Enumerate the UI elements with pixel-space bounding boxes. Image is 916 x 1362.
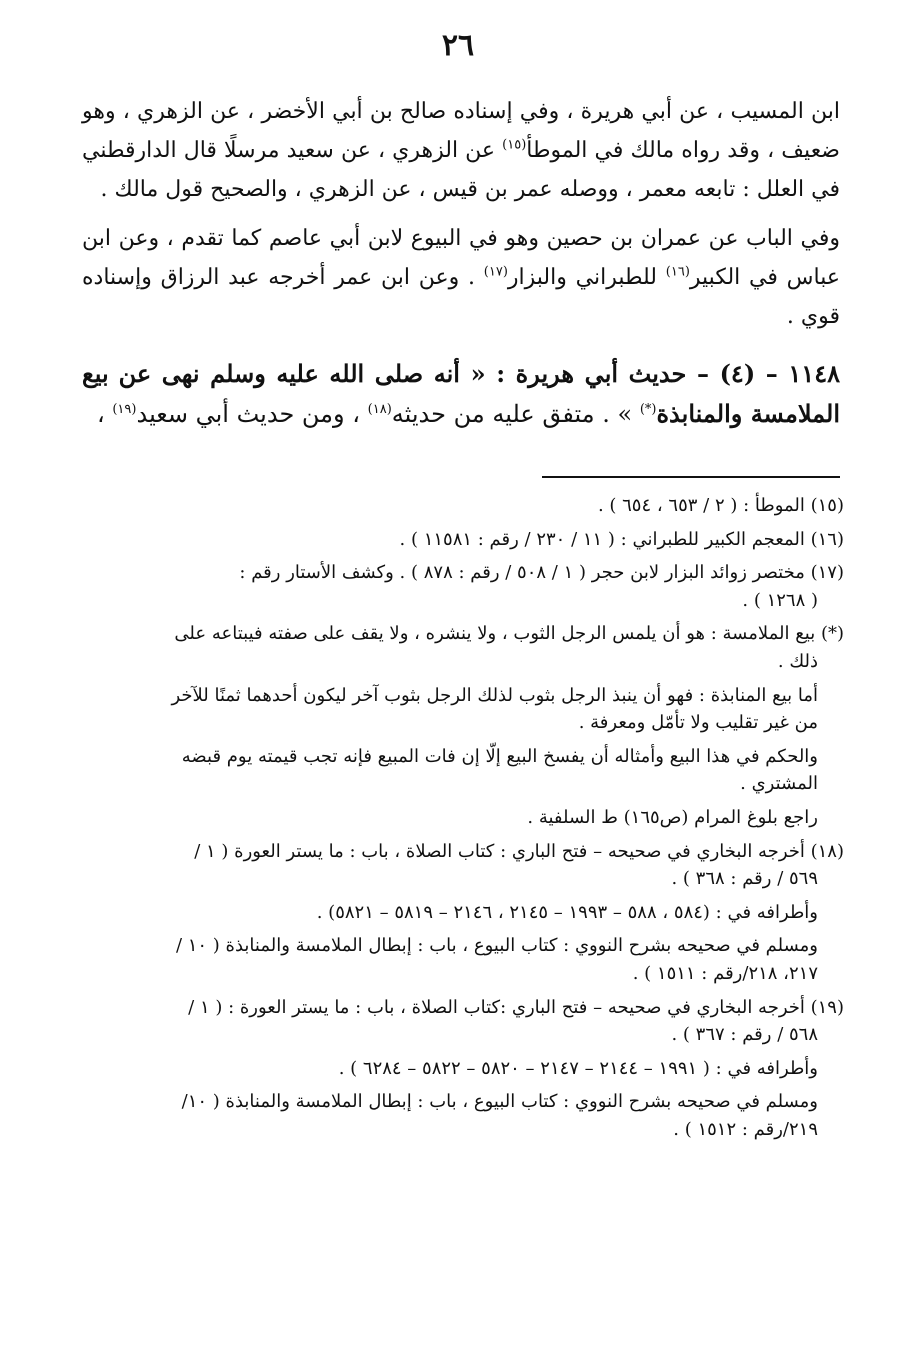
paragraph-1 — [82, 92, 840, 209]
footnote-19-part-3 — [78, 1088, 844, 1143]
hadith-entry — [82, 354, 840, 434]
footnote-separator — [542, 476, 840, 478]
fn18-3-line-1: ومسلم في صحيحه بشرح النووي : كتاب البيوع ، باب : إبطال الملامسة والمنابذة ( ١٠ / — [175, 935, 818, 957]
footnotes — [78, 492, 844, 1149]
footnote-16 — [78, 526, 844, 554]
fn18-2-line: وأطرافه في : (٥٨٤ ، ٥٨٨ – ١٩٩٣ – ٢١٤٥ ، ٢١٤٦ – ٥٨١٩ – ٥٨٢١) . — [316, 901, 818, 923]
footnote-17 — [78, 559, 844, 614]
footnote-ref-star[interactable]: (*) — [639, 402, 657, 417]
fn19-line-2: ٥٦٨ / رقم : ٣٦٧ ) . — [671, 1024, 818, 1046]
hadith-line-2d: ، — [96, 400, 113, 428]
fn19-3-line-1: ومسلم في صحيحه بشرح النووي : كتاب البيوع ، باب : إبطال الملامسة والمنابذة ( ١٠/ — [181, 1091, 818, 1113]
footnote-ref-18[interactable]: (١٨) — [367, 402, 392, 417]
p2-line-1: وفي الباب عن عمران بن حصين وهو في البيوع لابن أبي عاصم كما تقدم ، — [166, 226, 840, 251]
footnote-star — [78, 620, 844, 675]
fn16-line: (١٦) المعجم الكبير للطبراني : ( ١١ / ٢٣٠ / رقم : ١١٥٨١ ) . — [399, 528, 844, 550]
fn-star4-line: راجع بلوغ المرام (ص١٦٥) ط السلفية . — [527, 806, 818, 828]
fn18-line-1: (١٨) أخرجه البخاري في صحيحه – فتح الباري : كتاب الصلاة ، باب : ما يستر العورة ( ١ / — [194, 840, 844, 862]
hadith-line-2b: » . متفق عليه من حديثه — [391, 400, 640, 428]
fn19-3-line-2: ٢١٩/رقم : ١٥١٢ ) . — [673, 1118, 818, 1140]
fn17-line-2: ( ١٢٦٨ ) . — [742, 589, 818, 611]
p2-line-2c: . وعن ابن عمر أخرجه عبد الرزاق — [160, 265, 484, 290]
main-text — [82, 92, 840, 434]
footnote-ref-16[interactable]: (١٦) — [665, 264, 690, 280]
fn-star3-line-2: المشتري . — [740, 773, 818, 795]
footnote-19 — [78, 994, 844, 1049]
footnote-ref-15[interactable]: (١٥) — [502, 137, 527, 153]
footnote-15 — [78, 492, 844, 520]
fn19-2-line: وأطرافه في : ( ١٩٩١ – ٢١٤٤ – ٢١٤٧ – ٥٨٢٠ – ٥٨٢٢ – ٦٢٨٤ ) . — [338, 1057, 818, 1079]
fn-star2-line-2: من غير تقليب ولا تأمّل ومعرفة . — [578, 712, 818, 734]
fn18-3-line-2: ٢١٧، ٢١٨/رقم : ١٥١١ ) . — [632, 962, 818, 984]
p2-line-3: وإسناده قوي . — [82, 265, 840, 329]
footnote-ref-17[interactable]: (١٧) — [483, 264, 508, 280]
fn19-line-1: (١٩) أخرجه البخاري في صحيحه – فتح الباري :كتاب الصلاة ، باب : ما يستر العورة : ( ١ / — [188, 996, 844, 1018]
footnote-18-part-2 — [78, 899, 844, 927]
fn-star-line-1: (*) بيع الملامسة : هو أن يلمس الرجل الثوب ، ولا ينشره ، ولا يقف على صفته فيبتاعه على — [174, 623, 844, 645]
hadith-line-1: ١١٤٨ – (٤) – حديث أبي هريرة : « أنه صلى الله عليه وسلم نهى عن — [118, 359, 840, 388]
footnote-star-part-3 — [78, 743, 844, 798]
p1-line-3: في العلل : تابعه معمر ، ووصله عمر بن قيس ، عن الزهري ، والصحيح قول مالك . — [100, 177, 840, 202]
p1-line-2: ضعيف ، وقد رواه مالك في الموطأ — [526, 138, 840, 163]
paragraph-2 — [82, 219, 840, 336]
fn-star-line-2: ذلك . — [777, 650, 818, 672]
footnote-18-part-3 — [78, 932, 844, 987]
hadith-line-2c: ، ومن حديث أبي سعيد — [136, 400, 368, 428]
footnote-18 — [78, 838, 844, 893]
fn18-line-2: ٥٦٩ / رقم : ٣٦٨ ) . — [671, 868, 818, 890]
fn17-line-1: (١٧) مختصر زوائد البزار لابن حجر ( ١ / ٥٠٨ / رقم : ٨٧٨ ) . وكشف الأستار رقم : — [239, 562, 844, 584]
footnote-ref-19[interactable]: (١٩) — [112, 402, 137, 417]
footnote-star-part-2 — [78, 682, 844, 737]
fn15-line: (١٥) الموطأ : ( ٢ / ٦٥٣ ، ٦٥٤ ) . — [597, 495, 844, 516]
p2-line-2: وعن ابن عباس في الكبير — [82, 226, 841, 290]
fn-star2-line-1: أما بيع المنابذة : فهو أن ينبذ الرجل بثوب لذلك الرجل بثوب آخر ليكون أحدهما ثمنًا للآخر — [171, 684, 818, 706]
footnote-19-part-2 — [78, 1055, 844, 1083]
p1-line-1: ابن المسيب ، عن أبي هريرة ، وفي إسناده صالح بن أبي الأخضر ، عن الزهري ، وهو — [82, 99, 840, 124]
hadith-line-2: بيع الملامسة والمنابذة — [82, 359, 840, 428]
p2-line-2b: للطبراني والبزار — [507, 265, 666, 290]
fn-star3-line-1: والحكم في هذا البيع وأمثاله أن يفسخ البيع إلّا إن فات المبيع فإنه تجب قيمته يوم قبضه — [181, 745, 818, 767]
page-number: ٢٦ — [441, 28, 475, 63]
footnote-star-part-4 — [78, 804, 844, 832]
p1-line-2b: عن الزهري ، عن سعيد مرسلًا قال الدارقطني — [82, 138, 503, 163]
